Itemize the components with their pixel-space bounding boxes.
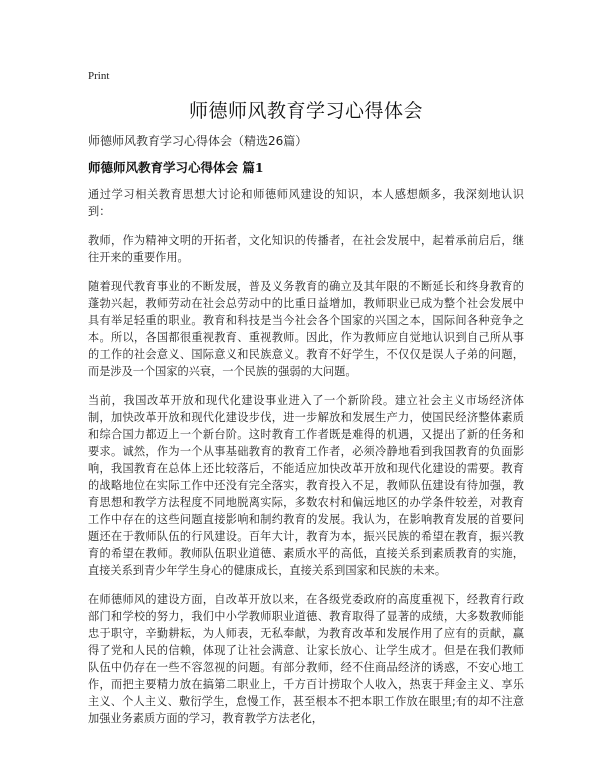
paragraph-3: 随着现代教育事业的不断发展，普及义务教育的确立及其年限的不断延长和终身教育的蓬勃兴起，教师劳动在社会总劳动中的比重日益增加，教师职业已成为整个社会发展中具有举足轻重的职业。教育和科技是当今社会各个国家的兴国之本，国际间各种竞争之本。所以，各国都很重视教育、重视教师。因此，作为教师应自觉地认识到自己所从事的工作的社会意义、国际意义和民族意义。教育不好学生，不仅仅是误人子弟的问题，而是涉及一个国家的兴衰，一个民族的强弱的大问题。: [88, 280, 524, 378]
document-subtitle: 师德师风教育学习心得体会（精选26篇）: [88, 134, 308, 148]
section-heading: 师德师风教育学习心得体会 篇1: [88, 160, 264, 175]
paragraph-4: 当前，我国改革开放和现代化建设事业进入了一个新阶段。建立社会主义市场经济体制，加快改革开放和现代化建设步伐，进一步解放和发展生产力，使国民经济整体素质和综合国力都迈上一个新台阶。这时教育工作者既是难得的机遇，又提出了新的任务和要求。诚然，作为一个从事基础教育的教育工作者，必须冷静地看到我国教育的负面影响，我国教育在总体上还比较落后，不能适应加快改革开放和现代化建设的需要。教育的战略地位在实际工作中还没有完全落实，教育投入不足，教师队伍建设有待加强，教育思想和教学方法程度不同地脱离实际，多数农村和偏远地区的办学条件较差，对教育工作中存在的这些问题直接影响和制约教育的发展。我认为，在影响教育发展的首要问题还在于教师队伍的行风建设。百年大计，教育为本，振兴民族的希望在教育，振兴教育的希望在教师。教师队伍职业道德、素质水平的高低，直接关系到素质教育的实施，直接关系到青少年学生身心的健康成长，直接关系到国家和民族的未来。: [88, 394, 524, 577]
paragraph-2: 教师，作为精神文明的开拓者，文化知识的传播者，在社会发展中，起着承前启后，继往开来的重要作用。: [88, 234, 524, 264]
print-link[interactable]: Print: [88, 70, 110, 82]
paragraph-5: 在师德师风的建设方面，自改革开放以来，在各级党委政府的高度重视下，经教育行政部门和学校的努力，我们中小学教师职业道德、教育取得了显著的成绩，大多数教师能忠于职守，辛勤耕耘，为人师表，无私奉献，为教育改革和发展作用了应有的贡献，赢得了党和人民的信赖，体现了让社会满意、让家长放心、让学生成才。但是在我们教师队伍中仍存在一些不容忽视的问题。有部分教师，经不住商品经济的诱惑，不安心地工作，而把主要精力放在搞第二职业上，千方百计捞取个人收入，热衷于拜金主义、享乐主义、个人主义、敷衍学生，怠慢工作，甚至根本不把本职工作放在眼里;有的却不注意加强业务素质方面的学习，教育教学方法老化，: [88, 593, 524, 725]
document-body: [88, 186, 524, 739]
document-title: 师德师风教育学习心得体会: [188, 100, 423, 122]
paragraph-1: 通过学习相关教育思想大讨论和师德师风建设的知识，本人感想颇多，我深刻地认识到：: [88, 188, 524, 218]
